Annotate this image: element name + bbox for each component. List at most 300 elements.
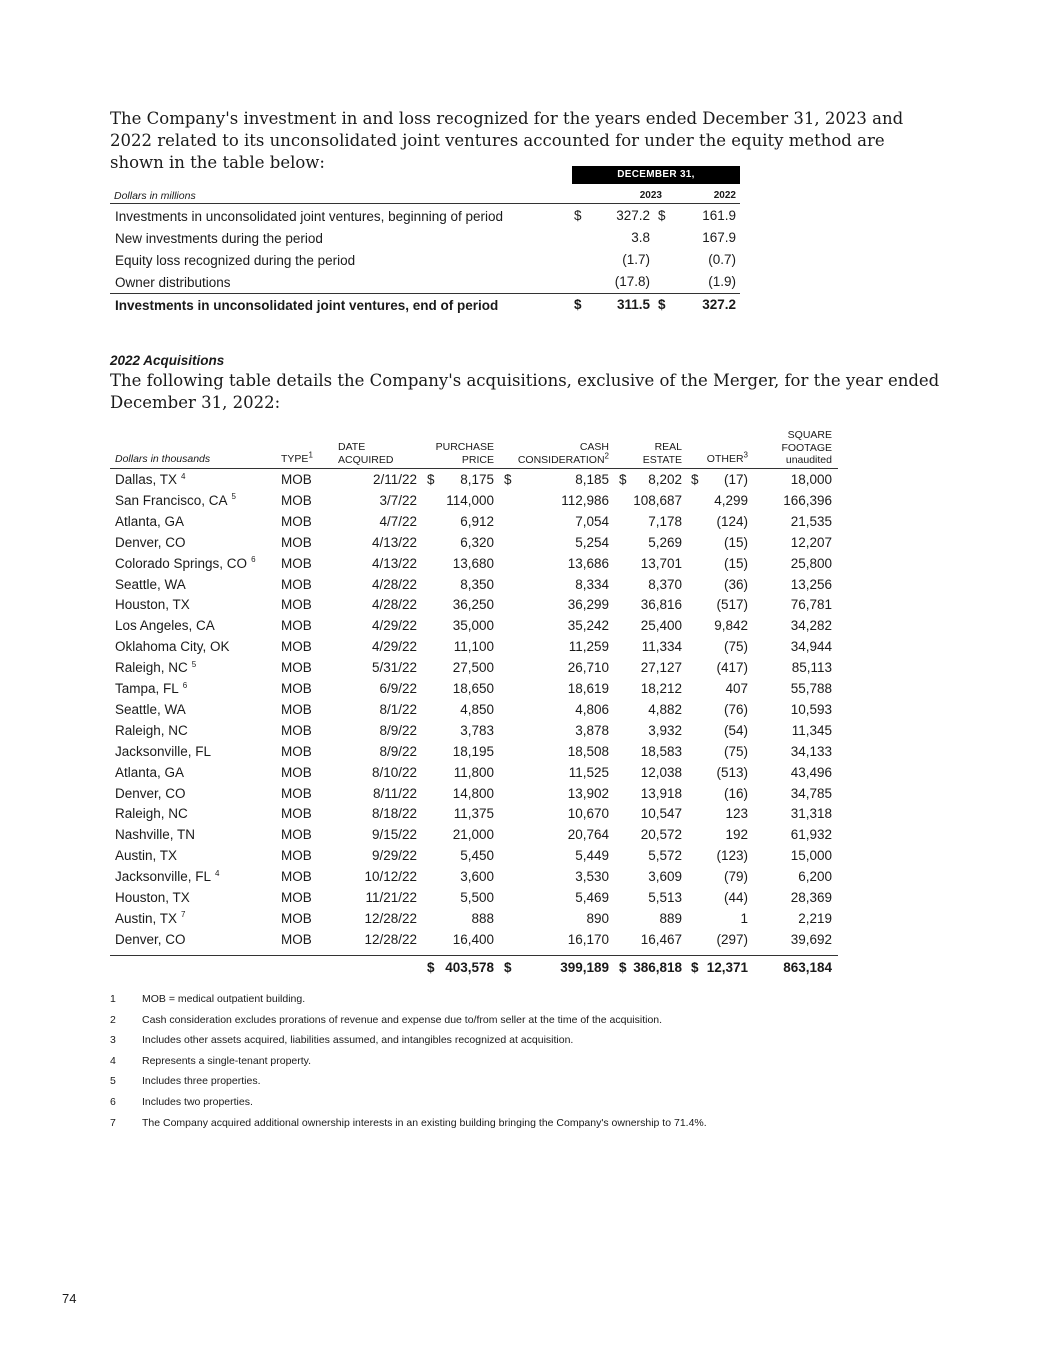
acq-other: (16): [723, 785, 748, 801]
acq-cash-consideration: 20,764: [567, 827, 609, 843]
acq-real-estate: 10,547: [640, 806, 682, 822]
acq-other: (15): [723, 555, 748, 571]
acq-location-footnote: 5: [191, 659, 197, 669]
acq-location: [115, 618, 215, 633]
acq-table-row: [110, 867, 838, 888]
total-other-dollar: $: [691, 960, 699, 975]
acq-location: [115, 702, 186, 717]
footnote-text: Includes other assets acquired, liabilities assumed, and intangibles recognized at acquisition.: [142, 1034, 574, 1047]
acq-other: (44): [723, 890, 748, 905]
jv-intro-paragraph: The Company's investment in and loss recognized for the years ended December 31, 2023 and 2022 related to its unconsolidated joint ventures accounted for under the equity method are shown in the table below:: [110, 109, 904, 172]
jv-row-value-2023: (17.8): [614, 274, 650, 289]
acq-date-acquired: 9/15/22: [371, 827, 417, 843]
acq-real-estate: 3,932: [648, 722, 682, 738]
acq-other: 192: [725, 827, 748, 843]
acq-purchase-price: 16,400: [452, 931, 494, 947]
acq-purchase-price: 18,650: [452, 681, 494, 696]
acq-location: [115, 744, 211, 759]
jv-row-dollar-2022: $: [658, 208, 666, 223]
acq-other: (76): [723, 701, 748, 717]
acq-other: (36): [723, 576, 748, 592]
jv-row-label: Equity loss recognized during the period: [115, 253, 356, 268]
footnote-number: 3: [110, 1034, 116, 1047]
acq-real-estate: 27,127: [640, 660, 682, 676]
acquisitions-section-title: 2022 Acquisitions: [110, 353, 225, 368]
acq-other: (517): [716, 597, 748, 613]
acq-table-row: [110, 616, 838, 637]
acq-cash-consideration: 8,185: [575, 472, 609, 487]
acq-units-label: Dollars in thousands: [115, 453, 211, 465]
acq-date-acquired: 11/21/22: [365, 890, 417, 905]
acq-table-row: [110, 930, 838, 951]
acq-location-footnote: 4: [181, 471, 186, 481]
acq-real-estate: 108,687: [633, 492, 682, 508]
acq-location: [115, 911, 185, 926]
jv-row-value-2023: 3.8: [631, 230, 650, 245]
acq-cash-consideration: 5,469: [575, 890, 609, 905]
acq-other: 4,299: [714, 492, 748, 508]
acq-date-acquired: 8/1/22: [379, 701, 417, 717]
acq-location-text: Colorado Springs, CO: [115, 555, 248, 571]
acq-location-text: Raleigh, NC: [115, 722, 188, 738]
acq-location: [115, 932, 186, 947]
acq-square-footage: 34,785: [790, 785, 832, 801]
acq-other: (513): [716, 764, 748, 780]
acq-date-acquired: 8/18/22: [371, 806, 417, 822]
acq-type: MOB: [281, 931, 312, 947]
acq-type: MOB: [281, 472, 312, 487]
jv-row-value-2022: 327.2: [702, 297, 736, 312]
acq-square-footage: 39,692: [790, 931, 832, 947]
acq-other: 123: [725, 806, 748, 822]
acq-table-row: [110, 470, 838, 491]
acq-real-estate: 11,334: [641, 639, 682, 655]
acq-location-footnote: 6: [182, 680, 188, 690]
jv-row: [110, 249, 740, 271]
acq-location-footnote: 6: [251, 555, 256, 565]
acq-square-footage: 34,282: [790, 618, 832, 634]
acq-location: [115, 556, 256, 571]
footnote-text: Represents a single-tenant property.: [142, 1054, 312, 1067]
jv-row-value-2023: 327.2: [616, 208, 650, 223]
acq-location-text: Austin, TX: [115, 910, 178, 926]
acq-cash-consideration: 36,299: [567, 597, 609, 613]
acq-square-footage: 15,000: [790, 848, 832, 864]
jv-header-row: [110, 188, 740, 204]
acq-cash-consideration: 5,449: [575, 848, 609, 864]
acq-location-text: Denver, CO: [115, 534, 186, 550]
acq-other: (75): [723, 639, 748, 655]
acq-table-row: [110, 804, 838, 825]
acq-purchase-price: 14,800: [452, 785, 494, 801]
acq-date-acquired: 10/12/22: [364, 869, 417, 885]
acq-type: MOB: [281, 618, 312, 634]
footnote-text: MOB = medical outpatient building.: [142, 993, 306, 1005]
acq-location-text: Austin, TX: [115, 848, 178, 864]
acq-location-text: Nashville, TN: [115, 827, 196, 843]
acq-real-estate: 16,467: [640, 931, 682, 947]
acq-location-text: Jacksonville, FL: [115, 869, 212, 885]
acq-square-footage: 25,800: [790, 555, 832, 571]
acq-location-text: Seattle, WA: [115, 701, 186, 717]
acq-type: MOB: [281, 597, 312, 613]
acq-location-text: Atlanta, GA: [115, 764, 185, 780]
acq-location: [115, 723, 188, 738]
acq-date-acquired: 8/9/22: [379, 743, 417, 759]
acq-type: MOB: [281, 869, 312, 885]
acq-location: [115, 806, 188, 821]
acq-purchase-price: 8,175: [460, 472, 494, 487]
jv-col-2023: 2023: [639, 190, 662, 201]
acq-type: MOB: [281, 910, 312, 926]
acq-square-footage: 166,396: [783, 492, 832, 508]
acq-table-row: [110, 533, 838, 554]
jv-row-value-2022: (1.9): [708, 274, 736, 289]
acq-location: [115, 786, 186, 801]
acq-square-footage: 11,345: [791, 722, 832, 738]
acq-table-row: [110, 491, 838, 512]
acq-square-footage: 34,944: [790, 639, 832, 655]
jv-row-dollar-2023: $: [574, 297, 582, 312]
acq-other: 1: [740, 910, 748, 926]
acq-location: [115, 514, 184, 529]
acq-type: MOB: [281, 743, 312, 759]
acq-table-row: [110, 658, 838, 679]
acq-purchase-price: 27,500: [452, 660, 494, 676]
acq-other: 407: [725, 681, 748, 696]
acq-location-text: Los Angeles, CA: [115, 618, 215, 634]
acq-real-estate: 5,513: [648, 890, 682, 905]
acq-cash-consideration: 3,878: [575, 722, 609, 738]
acq-date-acquired: 9/29/22: [371, 848, 417, 864]
acq-type: MOB: [281, 848, 312, 864]
acq-purchase-price: 6,912: [460, 513, 494, 529]
acq-real-estate: 7,178: [648, 513, 682, 529]
acq-cash-consideration: 18,619: [567, 681, 609, 696]
acq-date-acquired: 8/11/22: [372, 785, 417, 801]
acq-square-footage: 18,000: [790, 472, 832, 487]
acq-table-row: [110, 888, 838, 909]
acq-square-footage: 13,256: [790, 576, 832, 592]
acq-type: MOB: [281, 660, 312, 676]
page-number: 74: [62, 1291, 77, 1306]
jv-row-value-2022: (0.7): [708, 252, 736, 267]
acq-location-text: Houston, TX: [115, 890, 190, 905]
jv-units-label: Dollars in millions: [114, 190, 196, 202]
jv-row: [110, 271, 740, 293]
acq-other: (297): [716, 931, 748, 947]
total-other: 12,371: [706, 960, 748, 975]
acq-cash-consideration: 5,254: [575, 534, 609, 550]
acq-type: MOB: [281, 681, 312, 696]
acq-type: MOB: [281, 827, 312, 843]
acq-location: [115, 890, 190, 905]
total-cash-consideration: 399,189: [560, 960, 609, 975]
acq-cash-consideration: 13,686: [567, 555, 609, 571]
acq-type: MOB: [281, 513, 312, 529]
acq-type: MOB: [281, 492, 312, 508]
acq-other: (417): [716, 660, 748, 676]
acq-purchase-price: 3,600: [460, 869, 494, 885]
acq-location-text: Tampa, FL: [115, 681, 179, 696]
acq-real-estate: 36,816: [640, 597, 682, 613]
acq-type: MOB: [281, 785, 312, 801]
acq-date-acquired: 6/9/22: [379, 681, 417, 696]
acq-type: MOB: [281, 806, 312, 822]
jv-row-label: Owner distributions: [115, 275, 231, 290]
acq-square-footage: 85,113: [791, 660, 832, 676]
acq-square-footage: 6,200: [798, 869, 832, 885]
acq-location-text: Raleigh, NC: [115, 660, 188, 676]
acq-other: (79): [723, 869, 748, 885]
total-purchase-price: 403,578: [445, 960, 494, 975]
acq-real-estate: 18,583: [640, 743, 682, 759]
acq-col-cash-consideration: CASH CONSIDERATION$^2$: [517, 441, 609, 466]
acq-purchase-price: 36,250: [452, 597, 494, 613]
acq-table-row: [110, 909, 838, 930]
acq-date-acquired: 4/13/22: [371, 534, 417, 550]
footnote-text: The Company acquired additional ownership interests in an existing building bringing the Company's ownership to 71.4%.: [142, 1116, 707, 1129]
acq-table-row: [110, 679, 838, 700]
jv-row-label: Investments in unconsolidated joint ventures, end of period: [115, 298, 499, 313]
acq-table-row: [110, 595, 838, 616]
acq-location-footnote: 4: [215, 868, 220, 878]
acq-cash-consideration: 3,530: [575, 869, 609, 885]
acq-cash-consideration: 7,054: [575, 513, 609, 529]
acq-real-estate: 3,609: [648, 869, 682, 885]
footnote-number: 7: [110, 1116, 116, 1129]
jv-row: [110, 227, 740, 249]
acq-date-acquired: 5/31/22: [371, 660, 417, 676]
acq-table-row: [110, 742, 838, 763]
acq-col-real-estate: REAL ESTATE: [642, 441, 682, 466]
jv-row: [110, 293, 740, 316]
acq-location-text: Denver, CO: [115, 931, 186, 947]
acq-total-rule: [110, 955, 838, 956]
acq-date-acquired: 8/9/22: [379, 722, 417, 738]
acq-re-dollar: $: [619, 472, 627, 487]
acq-other: (123): [716, 848, 748, 864]
acq-price-dollar: $: [427, 472, 435, 487]
acq-table-row: [110, 637, 838, 658]
acq-table-row: [110, 784, 838, 805]
acq-real-estate: 889: [659, 910, 682, 926]
acq-location: [115, 827, 195, 842]
acq-cash-consideration: 18,508: [567, 743, 609, 759]
acq-purchase-price: 35,000: [452, 618, 494, 634]
acq-purchase-price: 8,350: [460, 576, 494, 592]
acq-square-footage: 55,788: [790, 681, 832, 696]
acq-location: [115, 535, 186, 550]
jv-row-value-2023: 311.5: [616, 297, 650, 312]
acq-location: [115, 848, 177, 863]
acq-cash-consideration: 890: [586, 910, 609, 926]
acq-table-row: [110, 554, 838, 575]
acq-date-acquired: 4/7/22: [379, 513, 417, 529]
acq-square-footage: 34,133: [790, 743, 832, 759]
acq-type: MOB: [281, 576, 312, 592]
acq-table-row: [110, 512, 838, 533]
acq-purchase-price: 18,195: [452, 743, 494, 759]
acq-location: [115, 597, 190, 612]
total-square-footage: 863,184: [783, 960, 832, 975]
acq-real-estate: 25,400: [640, 618, 682, 634]
acq-other: (54): [723, 722, 748, 738]
total-re-dollar: $: [619, 960, 627, 975]
acq-cash-consideration: 112,986: [561, 492, 609, 508]
acq-date-acquired: 8/10/22: [371, 764, 417, 780]
acq-location: [115, 493, 236, 508]
acq-real-estate: 8,370: [648, 576, 682, 592]
acq-square-footage: 43,496: [790, 764, 832, 780]
acq-purchase-price: 5,500: [460, 890, 494, 905]
acq-location-text: Atlanta, GA: [115, 513, 185, 529]
acq-purchase-price: 6,320: [460, 534, 494, 550]
acq-col-date: DATE ACQUIRED: [338, 441, 394, 466]
jv-row-value-2022: 167.9: [702, 230, 736, 245]
acq-location: [115, 577, 186, 592]
acq-cash-consideration: 8,334: [575, 576, 609, 592]
acq-purchase-price: 11,800: [453, 764, 494, 780]
footnote-number: 6: [110, 1096, 116, 1108]
total-real-estate: 386,818: [633, 960, 682, 975]
acq-location: [115, 639, 230, 654]
acq-table-row: [110, 575, 838, 596]
acq-other: (75): [723, 743, 748, 759]
acq-date-acquired: 4/13/22: [371, 555, 417, 571]
acq-location-text: Jacksonville, FL: [115, 743, 212, 759]
acq-square-footage: 28,369: [790, 890, 832, 905]
acq-type: MOB: [281, 639, 312, 655]
acq-location-footnote: 7: [181, 910, 186, 920]
acq-location-text: Raleigh, NC: [115, 806, 188, 822]
jv-row-value-2022: 161.9: [702, 208, 736, 223]
acq-location: [115, 681, 187, 696]
acq-table-row: [110, 700, 838, 721]
acq-date-acquired: 12/28/22: [364, 910, 417, 926]
acq-real-estate: 13,918: [640, 785, 682, 801]
acq-real-estate: 20,572: [640, 827, 682, 843]
acq-col-other: OTHER$^3$: [706, 450, 748, 465]
acq-square-footage: 76,781: [790, 597, 832, 613]
footnote-number: 1: [110, 993, 116, 1005]
jv-row-dollar-2023: $: [574, 208, 582, 223]
acq-cash-consideration: 13,902: [567, 785, 609, 801]
acq-date-acquired: 4/29/22: [371, 639, 417, 655]
acq-date-acquired: 12/28/22: [364, 931, 417, 947]
acq-location-text: San Francisco, CA: [115, 492, 228, 508]
footnote-number: 4: [110, 1054, 116, 1067]
acq-cash-dollar: $: [504, 472, 512, 487]
acq-square-footage: 12,207: [790, 534, 832, 550]
acq-real-estate: 8,202: [648, 472, 682, 487]
acq-table-row: [110, 721, 838, 742]
footnote-text: Cash consideration excludes prorations of revenue and expense due to/from seller at the time of the acquisition.: [142, 1013, 663, 1026]
acq-date-acquired: 4/28/22: [371, 576, 417, 592]
december-band-header: DECEMBER 31,: [572, 166, 740, 184]
acq-cash-consideration: 11,259: [568, 639, 609, 655]
acquisitions-intro-paragraph: The following table details the Company's acquisitions, exclusive of the Merger, for the year ended December 31, 2022:: [110, 371, 940, 412]
acq-date-acquired: 4/29/22: [371, 618, 417, 634]
acq-date-acquired: 3/7/22: [379, 492, 417, 508]
acq-other: (17): [723, 472, 748, 487]
acq-location-text: Seattle, WA: [115, 576, 186, 592]
acq-cash-consideration: 35,242: [567, 618, 609, 634]
acq-cash-consideration: 16,170: [567, 931, 609, 947]
acq-location: [115, 472, 185, 487]
acq-purchase-price: 13,680: [452, 555, 494, 571]
acq-location-text: Houston, TX: [115, 597, 190, 613]
acq-type: MOB: [281, 890, 312, 905]
jv-row: [110, 205, 740, 227]
acq-col-type: TYPE$^1$: [281, 450, 313, 465]
acq-location-text: Oklahoma City, OK: [115, 639, 230, 655]
acq-square-footage: 2,219: [798, 910, 832, 926]
acq-table-row: [110, 825, 838, 846]
acq-purchase-price: 888: [471, 910, 494, 926]
acq-type: MOB: [281, 722, 312, 738]
footnote-text: Includes two properties.: [142, 1096, 253, 1108]
acq-date-acquired: 2/11/22: [372, 472, 417, 487]
acq-type: MOB: [281, 701, 312, 717]
acq-real-estate: 18,212: [640, 681, 682, 696]
acq-type: MOB: [281, 534, 312, 550]
acq-type: MOB: [281, 555, 312, 571]
jv-row-label: New investments during the period: [115, 231, 323, 246]
acq-location: [115, 869, 220, 884]
acq-purchase-price: 11,100: [453, 639, 494, 655]
acq-real-estate: 13,701: [640, 555, 682, 571]
total-cash-dollar: $: [504, 960, 512, 975]
acq-location-text: Dallas, TX: [115, 472, 178, 487]
acq-location: [115, 765, 184, 780]
acq-real-estate: 5,572: [648, 848, 682, 864]
acq-table-row: [110, 846, 838, 867]
acq-type: MOB: [281, 764, 312, 780]
footnote-text: Includes three properties.: [142, 1075, 261, 1088]
acq-other: 9,842: [714, 618, 748, 634]
acq-cash-consideration: 26,710: [567, 660, 609, 676]
acq-table-row: [110, 763, 838, 784]
acq-location-footnote: 5: [231, 492, 236, 502]
acq-purchase-price: 114,000: [446, 492, 494, 508]
acq-location-text: Denver, CO: [115, 785, 186, 801]
acq-total-row: [110, 958, 838, 979]
acq-purchase-price: 5,450: [460, 848, 494, 864]
jv-row-label: Investments in unconsolidated joint ventures, beginning of period: [115, 209, 503, 224]
acq-square-footage: 10,593: [790, 701, 832, 717]
acq-real-estate: 5,269: [648, 534, 682, 550]
jv-row-dollar-2022: $: [658, 297, 666, 312]
acq-cash-consideration: 4,806: [575, 701, 609, 717]
acq-real-estate: 4,882: [648, 701, 682, 717]
acq-purchase-price: 11,375: [453, 806, 494, 822]
acq-cash-consideration: 11,525: [568, 764, 609, 780]
total-price-dollar: $: [427, 960, 435, 975]
acq-real-estate: 12,038: [640, 764, 682, 780]
acq-col-purchase-price: PURCHASE PRICE: [435, 441, 494, 466]
acq-purchase-price: 3,783: [460, 722, 494, 738]
acq-purchase-price: 4,850: [460, 701, 494, 717]
acq-date-acquired: 4/28/22: [371, 597, 417, 613]
acq-other: (15): [723, 534, 748, 550]
acq-other-dollar: $: [691, 472, 699, 487]
acq-col-square-footage: SQUARE FOOTAGE unaudited: [781, 429, 832, 466]
footnote-number: 5: [110, 1075, 116, 1088]
acq-square-footage: 61,932: [790, 827, 832, 843]
footnote-number: 2: [110, 1013, 116, 1026]
acq-purchase-price: 21,000: [452, 827, 494, 843]
